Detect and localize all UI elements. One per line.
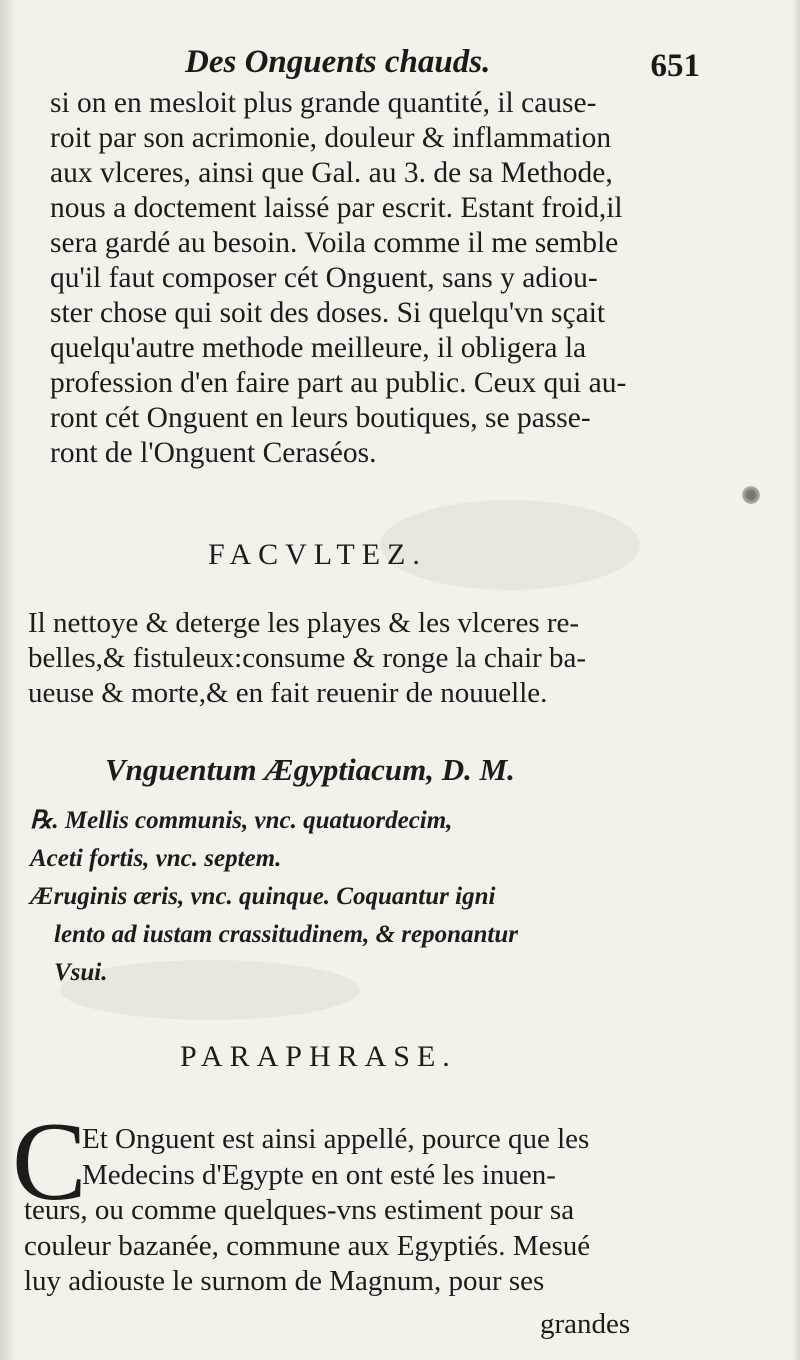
running-title: Des Onguents chauds.	[185, 44, 491, 80]
section-heading-facultez: FACVLTEZ.	[208, 538, 427, 571]
text-line: profession d'en faire part au public. Ceux qui au-	[50, 367, 627, 399]
body-paragraph	[50, 86, 710, 471]
text-line: luy adiouste le surnom de Magnum, pour ses	[24, 1265, 545, 1297]
text-line: belles,& fistuleux:consume & ronge la chair ba-	[28, 642, 587, 674]
text-line: Et Onguent est ainsi appellé, pource que les	[82, 1123, 590, 1155]
text-line: aux vlceres, ainsi que Gal. au 3. de sa Methode,	[50, 157, 613, 189]
ink-spot	[742, 486, 760, 504]
text-line: sera gardé au besoin. Voila comme il me semble	[50, 227, 619, 259]
text-line: ront de l'Onguent Ceraséos.	[50, 437, 377, 469]
section-heading-paraphrase: PARAPHRASE.	[180, 1040, 457, 1073]
recipe-title: Vnguentum Ægyptiacum, D. M.	[105, 752, 515, 787]
page-outer-edge	[792, 0, 800, 1360]
recipe-line: Vsui.	[54, 959, 108, 986]
text-line: si on en mesloit plus grande quantité, il cause-	[50, 87, 597, 119]
page-number: 651	[650, 48, 700, 84]
text-line: roit par son acrimonie, douleur & inflammation	[50, 122, 612, 154]
paraphrase-lines-indented	[82, 1122, 742, 1193]
catchword: grandes	[540, 1308, 631, 1340]
recipe-line: lento ad iustam crassitudinem, & reponantur	[54, 921, 518, 948]
text-line: qu'il faut composer cét Onguent, sans y adiou-	[50, 262, 598, 294]
text-line: Il nettoye & deterge les playes & les vlceres re-	[28, 607, 580, 639]
paraphrase-lines	[24, 1193, 684, 1300]
recipe-line: Æruginis æris, vnc. quinque. Coquantur igni	[30, 883, 496, 910]
recipe-line: ℞. Mellis communis, vnc. quatuordecim,	[30, 807, 453, 834]
text-line: ront cét Onguent en leurs boutiques, se passe-	[50, 402, 591, 434]
facultez-paragraph	[28, 606, 688, 711]
text-line: nous a doctement laissé par escrit. Estant froid,il	[50, 192, 623, 224]
page-header	[60, 40, 700, 90]
text-line: Medecins d'Egypte en ont esté les inuen-	[82, 1158, 556, 1191]
text-line: teurs, ou comme quelques-vns estiment pour sa	[24, 1194, 575, 1226]
recipe-block	[30, 802, 690, 992]
recipe-line: Aceti fortis, vnc. septem.	[30, 845, 282, 872]
text-line: ueuse & morte,& en fait reuenir de nouuelle.	[28, 677, 548, 709]
drop-cap: C	[12, 1100, 87, 1224]
text-line: couleur bazanée, commune aux Egyptiés. Mesué	[24, 1229, 591, 1262]
text-line: quelqu'autre methode meilleure, il obligera la	[50, 332, 587, 364]
text-line: ster chose qui soit des doses. Si quelqu'vn sçait	[50, 297, 606, 329]
